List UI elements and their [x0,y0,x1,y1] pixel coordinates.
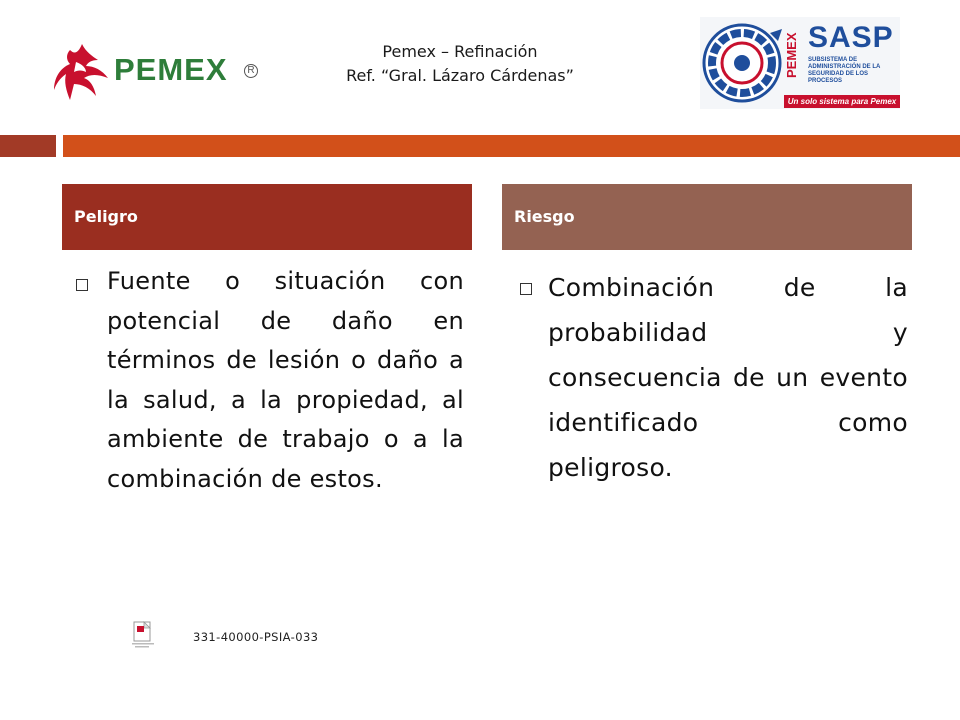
registered-mark: R [244,64,258,78]
header-line-1: Pemex – Refinación [382,42,538,61]
sasp-pemex-vertical: PEMEX [784,32,799,78]
sasp-tagline: Un solo sistema para Pemex [784,95,900,108]
riesgo-definition-text: Combinación de la probabilidad y consecuencia de un evento identificado como peligroso. [548,273,908,482]
peligro-definition [76,262,464,499]
accent-bar-left [0,135,56,157]
header-title [300,40,620,88]
pemex-eagle-icon [52,42,114,102]
peligro-header: Peligro [62,184,472,250]
sasp-subtitle: SUBSISTEMA DE ADMINISTRACIÓN DE LA SEGURIDAD DE LOS PROCESOS [808,57,881,84]
sasp-emblem-icon [700,19,784,107]
header-line-2: Ref. “Gral. Lázaro Cárdenas” [346,66,574,85]
riesgo-definition [520,265,908,490]
accent-bar-right [63,135,960,157]
sasp-title: SASP [808,21,894,54]
pdf-document-icon[interactable] [130,621,156,649]
peligro-definition-text: Fuente o situación con potencial de daño en términos de lesión o daño a la salud, a la propiedad, al ambiente de trabajo o a la combinación de estos. [107,267,464,493]
pemex-logo [52,42,262,102]
document-code[interactable]: 331-40000-PSIA-033 [193,630,319,644]
square-bullet-icon [76,279,88,291]
riesgo-header: Riesgo [502,184,912,250]
sasp-logo [700,17,900,109]
pemex-wordmark: PEMEX [114,52,228,87]
square-bullet-icon [520,283,532,295]
